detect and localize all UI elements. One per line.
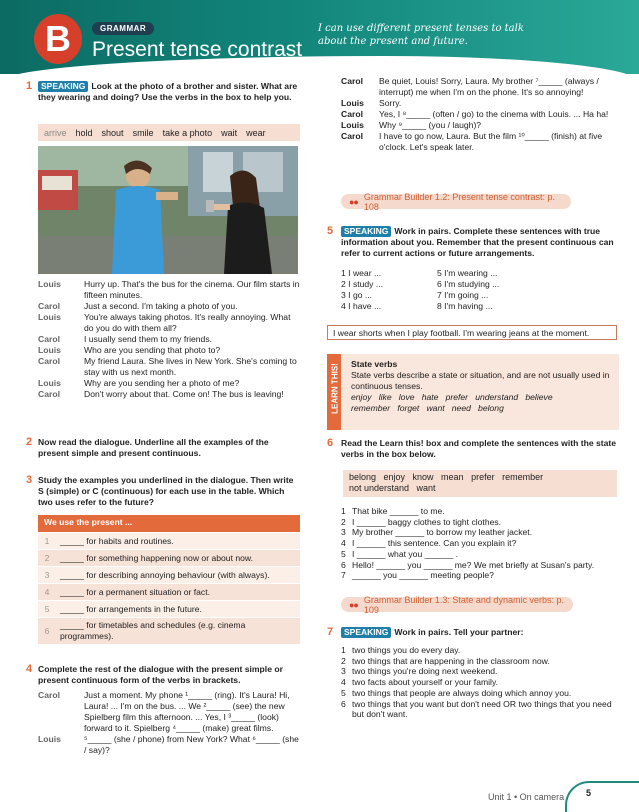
exercise-4-number: 4 xyxy=(26,663,33,675)
learn-this-label: LEARN THIS! xyxy=(330,363,340,414)
item-text: I ______ what you ______ . xyxy=(352,548,459,559)
list-item xyxy=(341,666,619,677)
dialogue-line xyxy=(38,734,300,756)
page-number: 5 xyxy=(586,788,592,798)
list-item: 3 I go ... xyxy=(341,290,373,300)
dialogue-line xyxy=(341,98,619,109)
exercise-1-number: 1 xyxy=(26,80,33,92)
speaker: Carol xyxy=(38,690,60,700)
list-item: 1 I wear ... xyxy=(341,268,382,278)
dialogue-line xyxy=(341,131,619,153)
verb-box xyxy=(38,124,300,141)
state-verbs-line-2: not understand want xyxy=(349,483,436,493)
line-text: Be quiet, Louis! Sorry, Laura. My brother ⁷_____ (always / interrupt) me when I'm on the phone. It's so annoying! xyxy=(379,76,599,97)
line-text: Why ⁹_____ (you / laugh)? xyxy=(379,120,482,130)
grammar-builder-link-1[interactable] xyxy=(341,191,571,212)
item-number: 4 xyxy=(341,677,346,688)
item-number: 3 xyxy=(341,666,346,677)
dialogue-part-1 xyxy=(38,279,300,400)
dialogue-line xyxy=(38,279,300,301)
speaker: Carol xyxy=(38,389,60,399)
item-number: 5 xyxy=(341,548,346,559)
dialogue-line xyxy=(38,312,300,334)
speaker: Carol xyxy=(38,356,60,366)
dialogue-line xyxy=(38,345,300,356)
exercise-1-text: Look at the photo of a brother and sister. What are they wearing and doing? Use the verbs in the box to help you. xyxy=(38,81,298,102)
item-text: I ______ this sentence. Can you explain it? xyxy=(352,538,517,549)
row-text: _____ for something happening now or about now. xyxy=(60,552,254,563)
line-text: Who are you sending that photo to? xyxy=(84,345,221,355)
exercise-5-number: 5 xyxy=(327,225,334,237)
line-text: Hurry up. That's the bus for the cinema. Our film starts in fifteen minutes. xyxy=(84,279,300,300)
item-number: 5 xyxy=(341,687,346,698)
row-number: 2 xyxy=(44,553,50,563)
speaker: Louis xyxy=(38,378,61,388)
exercise-5-instruction xyxy=(341,226,619,259)
item-text: Hello! ______ you ______ me? We met briefly at Susan's party. xyxy=(352,559,595,570)
builder-text: Grammar Builder 1.3: State and dynamic verbs: p. 109 xyxy=(363,594,564,615)
line-text: I have to go now, Laura. But the film ¹⁰_____ (finish) at five o'clock. Let's speak later. xyxy=(379,131,603,152)
list-item xyxy=(341,538,619,549)
row-number: 6 xyxy=(44,626,50,636)
item-number: 6 xyxy=(341,559,346,570)
dialogue-part-3 xyxy=(341,76,619,153)
verb-item: shout xyxy=(101,127,124,138)
line-text: You're always taking photos. It's really annoying. What do you do with them all? xyxy=(84,312,291,333)
exercise-3-number: 3 xyxy=(26,474,33,486)
verb-item: arrive xyxy=(44,127,67,138)
list-item: 8 I'm having ... xyxy=(437,301,493,311)
row-number: 5 xyxy=(44,604,50,614)
learn-this-body xyxy=(351,359,613,414)
speaker: Carol xyxy=(341,109,363,119)
state-verbs-box xyxy=(343,470,617,497)
list-item xyxy=(341,570,619,581)
exercise-4-instruction: Complete the rest of the dialogue with the present simple or present continuous form of the verbs in brackets. xyxy=(38,664,283,685)
speaker: Louis xyxy=(341,98,364,108)
learn-verbs-1: enjoy like love hate prefer understand believe xyxy=(351,392,553,402)
item-number: 2 xyxy=(341,655,346,666)
speaking-badge: SPEAKING xyxy=(38,81,88,92)
dialogue-line xyxy=(38,356,300,378)
list-item: 4 I have ... xyxy=(341,301,382,311)
verb-item: take a photo xyxy=(162,127,213,138)
row-number: 4 xyxy=(44,587,50,597)
list-item: 7 I'm going ... xyxy=(437,290,489,300)
example-answer: I wear shorts when I play football. I'm wearing jeans at the moment. xyxy=(327,325,617,340)
list-item xyxy=(341,517,619,528)
row-text: _____ for timetables and schedules (e.g. cinema programmes). xyxy=(60,620,246,641)
speaker: Carol xyxy=(38,334,60,344)
footer-swoosh xyxy=(565,781,639,812)
learn-verbs-2: remember forget want need belong xyxy=(351,403,504,413)
exercise-3-instruction: Study the examples you underlined in the dialogue. Then write S (simple) or C (continuous) for each use in the table. Which two uses refer to the future? xyxy=(38,475,294,507)
exercise-2-instruction: Now read the dialogue. Underline all the examples of the present simple and present continuous. xyxy=(38,437,269,458)
unit-badge: B xyxy=(34,14,82,64)
list-item: 2 I study ... xyxy=(341,279,384,289)
exercise-6-items xyxy=(341,506,619,581)
dialogue-line xyxy=(341,109,619,120)
verb-item: wait xyxy=(221,127,238,138)
table-row xyxy=(38,583,300,600)
builder-text: Grammar Builder 1.2: Present tense contrast: p. 108 xyxy=(363,191,555,212)
dialogue-part-2 xyxy=(38,690,300,756)
state-verbs-line-1: belong enjoy know mean prefer remember xyxy=(349,472,544,482)
item-number: 7 xyxy=(341,570,346,581)
item-text: ______ you ______ meeting people? xyxy=(352,570,494,581)
speaking-badge: SPEAKING xyxy=(341,226,391,237)
speaker: Louis xyxy=(38,279,61,289)
exercise-6-instruction: Read the Learn this! box and complete the sentences with the state verbs in the box below. xyxy=(341,438,617,459)
line-text: ⁵_____ (she / phone) from New York? What ⁶_____ (she / say)? xyxy=(84,734,299,755)
uses-table xyxy=(38,515,300,644)
table-row xyxy=(38,617,300,644)
speaker: Louis xyxy=(341,120,364,130)
exercise-7-items xyxy=(341,645,619,720)
item-text: two facts about yourself or your family. xyxy=(352,677,498,688)
page-subtitle: I can use different present tenses to talk about the present and future. xyxy=(318,23,524,47)
line-text: Yes, I ⁸_____ (often / go) to the cinema with Louis. ... Ha ha! xyxy=(379,109,609,119)
line-text: Why are you sending her a photo of me? xyxy=(84,378,240,388)
table-row xyxy=(38,566,300,583)
list-item xyxy=(341,549,619,560)
speaking-badge: SPEAKING xyxy=(341,627,391,638)
row-text: _____ for describing annoying behaviour (with always). xyxy=(60,569,270,580)
row-number: 1 xyxy=(44,536,50,546)
item-number: 4 xyxy=(341,538,346,549)
item-text: two things you're doing next weekend. xyxy=(352,666,498,677)
verb-item: smile xyxy=(132,127,154,138)
line-text: My friend Laura. She lives in New York. She's coming to stay with us next month. xyxy=(84,356,297,377)
builder-dots: ●● xyxy=(349,599,358,610)
table-row xyxy=(38,549,300,566)
dialogue-line xyxy=(38,334,300,345)
line-text: Just a second. I'm taking a photo of you. xyxy=(84,301,238,311)
speaker: Carol xyxy=(341,131,363,141)
list-item xyxy=(341,699,619,720)
list-item xyxy=(341,645,619,656)
exercise-7-text: Work in pairs. Tell your partner: xyxy=(394,627,524,637)
exercise-5-text: Work in pairs. Complete these sentences with true information about you. Remember that the present continuous can refer to current actions or future arrangements. xyxy=(341,226,614,258)
item-number: 3 xyxy=(341,527,346,538)
exercise-7-number: 7 xyxy=(327,626,334,638)
exercise-6-number: 6 xyxy=(327,437,334,449)
table-row xyxy=(38,600,300,617)
speaker: Louis xyxy=(38,734,61,744)
exercise-7-instruction xyxy=(341,627,619,638)
row-text: _____ for a permanent situation or fact. xyxy=(60,586,211,597)
item-number: 6 xyxy=(341,698,346,709)
page-title: Present tense contrast xyxy=(92,38,303,61)
speaker: Carol xyxy=(341,76,363,86)
table-header: We use the present ... xyxy=(38,515,300,532)
list-item xyxy=(341,677,619,688)
list-item: 6 I'm studying ... xyxy=(437,279,500,289)
table-row xyxy=(38,532,300,549)
item-number: 1 xyxy=(341,506,346,516)
dialogue-line xyxy=(341,76,619,98)
item-text: two things that you want but don't need OR two things that you need but don't want. xyxy=(352,698,612,720)
line-text: Don't worry about that. Come on! The bus is leaving! xyxy=(84,389,284,399)
item-text: two things you do every day. xyxy=(352,645,461,655)
line-text: I usually send them to my friends. xyxy=(84,334,213,344)
dialogue-line xyxy=(38,301,300,312)
item-text: I ______ baggy clothes to tight clothes. xyxy=(352,516,502,527)
item-number: 2 xyxy=(341,516,346,527)
exercise-5-items xyxy=(341,268,547,311)
list-item xyxy=(341,688,619,699)
line-text: Sorry. xyxy=(379,98,402,108)
footer-unit-label: Unit 1 • On camera xyxy=(488,792,565,802)
list-item xyxy=(341,656,619,667)
speaker: Louis xyxy=(38,312,61,322)
row-text: _____ for arrangements in the future. xyxy=(60,603,202,614)
dialogue-line xyxy=(38,378,300,389)
list-item xyxy=(341,527,619,538)
item-text: two things that are happening in the classroom now. xyxy=(352,655,550,666)
exercise-1-instruction xyxy=(38,81,303,103)
item-text: two things that people are always doing which annoy you. xyxy=(352,687,572,698)
exercise-2-number: 2 xyxy=(26,436,33,448)
item-number: 1 xyxy=(341,645,346,655)
list-item xyxy=(341,506,619,517)
grammar-tag: GRAMMAR xyxy=(92,22,154,35)
row-text: _____ for habits and routines. xyxy=(60,535,174,546)
grammar-builder-link-2[interactable] xyxy=(341,594,573,615)
builder-dots: ●● xyxy=(349,196,358,207)
dialogue-line xyxy=(38,389,300,400)
list-item: 5 I'm wearing ... xyxy=(437,268,498,278)
learn-text: State verbs describe a state or situation, and are not usually used in continuous tenses. xyxy=(351,370,610,391)
line-text: Just a moment. My phone ¹_____ (ring). It's Laura! Hi, Laura! ... I'm on the bus. ... We ²_____ (see) the new Spielberg film this afternoon. ... Yes, I ³_____ (look) forward to it. Spielberg ⁴_____ (make) great films. xyxy=(84,690,290,733)
learn-this-box xyxy=(327,354,619,430)
item-text: That bike ______ to me. xyxy=(352,506,445,516)
dialogue-line xyxy=(38,690,300,734)
speaker: Carol xyxy=(38,301,60,311)
speaker: Louis xyxy=(38,345,61,355)
item-text: My brother ______ to borrow my leather jacket. xyxy=(352,527,533,538)
row-number: 3 xyxy=(44,570,50,580)
learn-title: State verbs xyxy=(351,359,398,369)
verb-item: hold xyxy=(75,127,93,138)
list-item xyxy=(341,560,619,571)
photo-brother-sister xyxy=(38,146,298,274)
dialogue-line xyxy=(341,120,619,131)
verb-item: wear xyxy=(246,127,266,138)
